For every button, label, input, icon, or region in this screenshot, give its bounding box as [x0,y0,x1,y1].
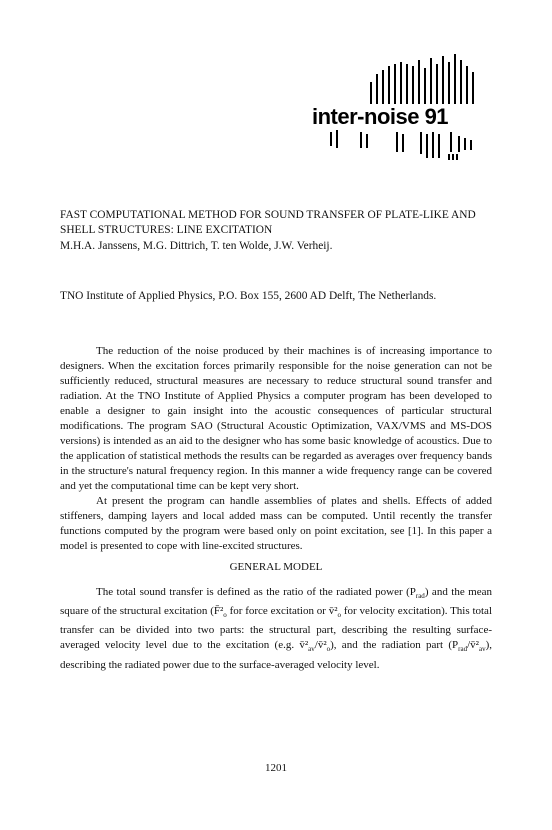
paper-affiliation: TNO Institute of Applied Physics, P.O. Box 155, 2600 AD Delft, The Netherlands. [60,290,437,302]
paper-body [60,344,492,673]
paragraph-2: At present the program can handle assemblies of plates and shells. Effects of added stiffeners, damping layers and local added mass can be computed. Until recently the transfer functions computed by the program were based only on point excitation, see [1]. In this paper a model is presented to cope with line-excited structures. [60,495,492,552]
inter-noise-logo-text: inter-noise 91 [312,104,449,129]
page-number: 1201 [265,762,287,774]
paragraph-3: The total sound transfer is defined as the ratio of the radiated power $(P_{rad})$ and the mean square of the structural excitation ($F̄^2_o$ for force excitation or $v̄^2_o$ for velocity excitation). This total transfer can be divided into two parts: the structural part, describing the resulting surface-averaged velocity level due to the excitation (e.g. $v̄^2_{av}/v̄^2_o$), and the radiation part $(P_{rad}/v̄^2_{av})$, describing the radiated power due to the surface-averaged velocity level. [60,586,492,671]
paragraph-1: The reduction of the noise produced by their machines is of increasing importance to designers. When the excitation forces primarily responsible for the noise generation can not be sufficiently reduced, structural measures are necessary to reduce structural sound transfer and radiation. At the TNO Institute of Applied Physics a computer program has been developed to enable a designer to gain insight into the acoustic consequences of particular structural modifications. The program SAO (Structural Acoustic Optimization, VAX/VMS and MS-DOS versions) is intended as an aid to the designer who has some basic knowledge of acoustics. Due to the application of statistical methods the results can be regarded as averages over frequency bands in the structure's natural frequency region. In this manner a wide frequency range can be covered and yet the computational time can be kept very short. [60,345,492,492]
section-heading: GENERAL MODEL [229,561,323,573]
paper-title: FAST COMPUTATIONAL METHOD FOR SOUND TRANSFER OF PLATE-LIKE AND SHELL STRUCTURES: LINE EXCITATION [60,209,476,236]
paper-authors: M.H.A. Janssens, M.G. Dittrich, T. ten Wolde, J.W. Verheij. [60,240,333,252]
